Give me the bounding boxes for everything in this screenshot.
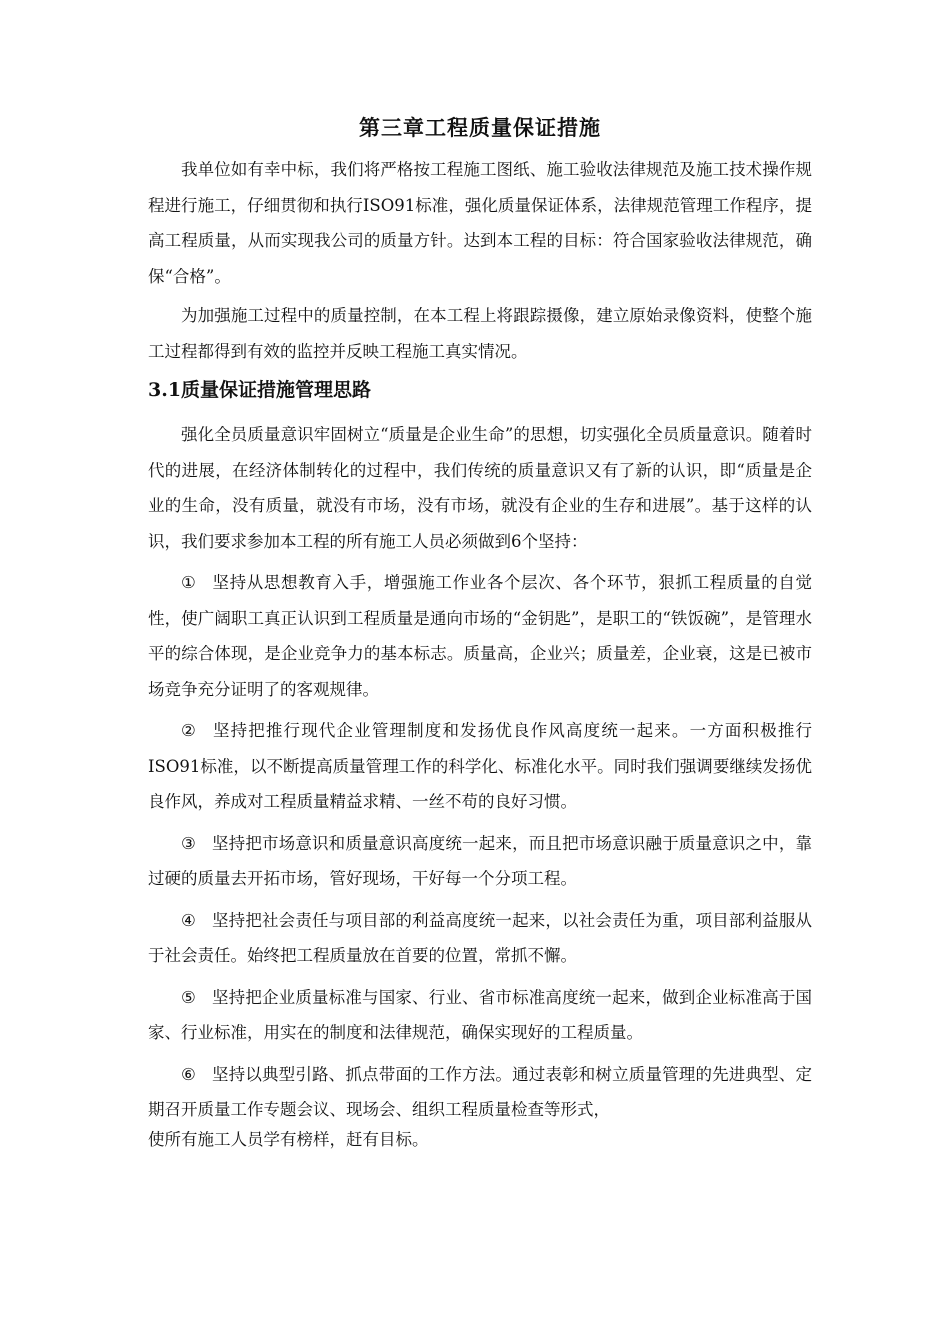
list-text: 坚持以典型引路、抓点带面的工作方法。通过表彰和树立质量管理的先进典型、定期召开质量工作专题会议、现场会、组织工程质量检查等形式，: [148, 1064, 812, 1119]
section-heading: 3.1质量保证措施管理思路: [148, 379, 372, 401]
list-text: 坚持从思想教育入手，增强施工作业各个层次、各个环节，狠抓工程质量的自觉性，使广阔职工真正认识到工程质量是通向市场的“金钥匙”，是职工的“铁饭碗”，是管理水平的综合体现，是企业竞争力的基本标志。质量高，企业兴；质量差，企业衰，这是已被市场竞争充分证明了的客观规律。: [148, 573, 812, 699]
list-number: ②: [181, 721, 196, 740]
list-number: ⑤: [181, 987, 196, 1007]
list-text: 坚持把社会责任与项目部的利益高度统一起来，以社会责任为重，项目部利益服从于社会责任。始终把工程质量放在首要的位置，常抓不懈。: [148, 910, 812, 965]
list-text: 坚持把市场意识和质量意识高度统一起来，而且把市场意识融于质量意识之中，靠过硬的质量去开拓市场，管好现场，干好每一个分项工程。: [148, 833, 812, 888]
intro-paragraph-1: 我单位如有幸中标，我们将严格按工程施工图纸、施工验收法律规范及施工技术操作规程进行施工，仔细贯彻和执行ISO91标准，强化质量保证体系，法律规范管理工作程序，提高工程质量，从而实现我公司的质量方针。达到本工程的目标：符合国家验收法律规范，确保“合格”。: [148, 160, 812, 286]
list-item-2: [148, 713, 812, 820]
section-paragraph: 强化全员质量意识牢固树立“质量是企业生命”的思想，切实强化全员质量意识。随着时代的进展，在经济体制转化的过程中，我们传统的质量意识又有了新的认识，即“质量是企业的生命，没有质量，就没有市场，没有市场，就没有企业的生存和进展”。基于这样的认识，我们要求参加本工程的所有施工人员必须做到6个坚持：: [148, 425, 812, 551]
list-item-6: [148, 1057, 812, 1128]
closing-line: 使所有施工人员学有榜样，赶有目标。: [148, 1129, 429, 1149]
list-number: ①: [181, 573, 196, 592]
list-number: ③: [181, 833, 196, 853]
list-item-5: [148, 980, 812, 1051]
list-number: ④: [181, 910, 196, 930]
list-text: 坚持把企业质量标准与国家、行业、省市标准高度统一起来，做到企业标准高于国家、行业标准，用实在的制度和法律规范，确保实现好的工程质量。: [148, 987, 812, 1042]
chapter-title: 第三章工程质量保证措施: [359, 115, 601, 140]
list-text: 坚持把推行现代企业管理制度和发扬优良作风高度统一起来。一方面积极推行ISO91标准，以不断提高质量管理工作的科学化、标准化水平。同时我们强调要继续发扬优良作风，养成对工程质量精益求精、一丝不苟的良好习惯。: [148, 721, 812, 811]
list-number: ⑥: [181, 1064, 196, 1084]
document-page: [148, 112, 812, 1152]
intro-paragraph-2: 为加强施工过程中的质量控制，在本工程上将跟踪摄像，建立原始录像资料，使整个施工过程都得到有效的监控并反映工程施工真实情况。: [148, 306, 812, 361]
list-item-3: [148, 826, 812, 897]
list-item-1: [148, 565, 812, 707]
list-item-4: [148, 903, 812, 974]
